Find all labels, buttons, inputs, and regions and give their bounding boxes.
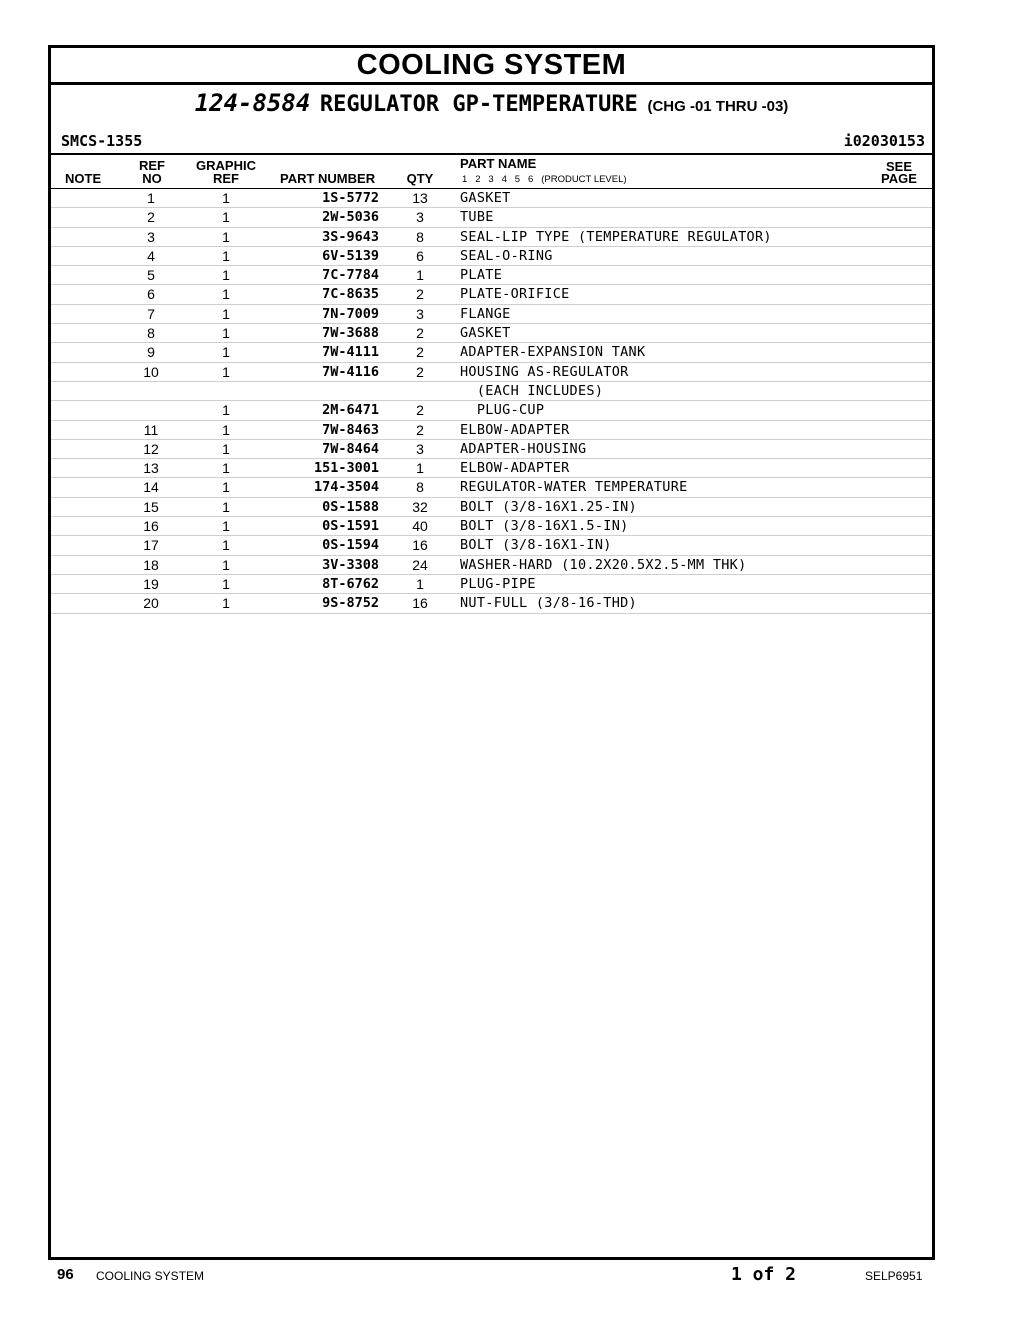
part-name: PLATE (460, 267, 503, 284)
graphic-ref: 1 (222, 286, 230, 303)
part-name: PLUG-PIPE (460, 575, 536, 592)
quantity: 3 (416, 440, 424, 457)
part-name: TUBE (460, 209, 494, 226)
part-number: 8T-6762 (322, 575, 379, 592)
ref-no: 14 (143, 479, 159, 496)
graphic-ref: 1 (222, 537, 230, 554)
part-number: 0S-1591 (322, 518, 379, 535)
table-row (51, 440, 932, 459)
ref-no: 7 (147, 305, 155, 322)
graphic-ref: 1 (222, 305, 230, 322)
col-ref-bottom: NO (142, 171, 162, 186)
illustration-id: i02030153 (843, 132, 925, 150)
table-row (51, 363, 932, 382)
part-number: 151-3001 (313, 460, 379, 477)
quantity: 1 (416, 575, 424, 592)
graphic-ref: 1 (222, 267, 230, 284)
page-footer (0, 1266, 1020, 1288)
graphic-ref: 1 (222, 209, 230, 226)
quantity: 13 (412, 190, 428, 206)
ref-no: 5 (147, 267, 155, 284)
ref-no: 11 (143, 421, 159, 438)
part-name: GASKET (460, 190, 511, 206)
table-row (51, 305, 932, 324)
ref-no: 8 (147, 325, 155, 342)
part-name: BOLT (3/8-16X1.25-IN) (460, 498, 637, 515)
quantity: 1 (416, 267, 424, 284)
part-number: 1S-5772 (322, 190, 379, 206)
graphic-ref: 1 (222, 325, 230, 342)
col-note: NOTE (65, 171, 102, 186)
group-title-line (51, 89, 932, 117)
quantity: 2 (416, 325, 424, 342)
graphic-ref: 1 (222, 575, 230, 592)
graphic-ref: 1 (222, 498, 230, 515)
part-number: 7C-8635 (322, 286, 379, 303)
ref-no: 19 (143, 575, 159, 592)
table-row (51, 266, 932, 285)
group-number: 124-8584 (194, 89, 311, 117)
group-change: (CHG -01 THRU -03) (647, 98, 789, 115)
ref-no: 20 (143, 595, 159, 612)
table-row (51, 343, 932, 362)
quantity: 24 (412, 556, 428, 573)
part-number: 7W-3688 (322, 325, 379, 342)
part-number: 3S-9643 (322, 228, 379, 245)
graphic-ref: 1 (222, 460, 230, 477)
part-name: SEAL-O-RING (460, 247, 553, 264)
section-title: COOLING SYSTEM (51, 48, 932, 85)
part-name: BOLT (3/8-16X1-IN) (460, 537, 612, 554)
ref-no: 2 (147, 209, 155, 226)
graphic-ref: 1 (222, 556, 230, 573)
quantity: 16 (412, 537, 428, 554)
part-name: BOLT (3/8-16X1.5-IN) (460, 518, 629, 535)
table-row (51, 189, 932, 208)
part-number: 7W-4116 (322, 363, 379, 380)
table-row (51, 382, 932, 401)
group-name: REGULATOR GP-TEMPERATURE (319, 92, 638, 117)
col-part-number: PART NUMBER (280, 171, 376, 186)
ref-no: 10 (143, 363, 159, 380)
part-number: 0S-1588 (322, 498, 379, 515)
part-number: 3V-3308 (322, 556, 379, 573)
smcs-code: SMCS-1355 (61, 132, 143, 150)
footer-doc-id: SELP6951 (865, 1269, 923, 1283)
part-number: 7W-4111 (322, 344, 379, 361)
table-row (51, 556, 932, 575)
column-headers (51, 155, 932, 189)
graphic-ref: 1 (222, 344, 230, 361)
group-header (51, 85, 932, 129)
table-row (51, 517, 932, 536)
graphic-ref: 1 (222, 363, 230, 380)
parts-list (51, 189, 932, 614)
ref-no: 4 (147, 247, 155, 264)
col-product-level: 1 2 3 4 5 6 (PRODUCT LEVEL) (462, 174, 627, 185)
ref-no: 9 (147, 344, 155, 361)
quantity: 6 (416, 247, 424, 264)
part-name: REGULATOR-WATER TEMPERATURE (460, 479, 688, 496)
part-name: FLANGE (460, 305, 511, 322)
quantity: 1 (416, 460, 424, 477)
table-row (51, 228, 932, 247)
footer-section: COOLING SYSTEM (96, 1269, 205, 1283)
table-row (51, 401, 932, 420)
graphic-ref: 1 (222, 518, 230, 535)
col-ref-top: REF (139, 158, 165, 173)
ref-no: 16 (143, 518, 159, 535)
col-graphic-top: GRAPHIC (196, 158, 256, 173)
ref-no: 1 (147, 190, 155, 206)
part-number: 0S-1594 (322, 537, 379, 554)
ref-no: 3 (147, 228, 155, 245)
part-name: PLATE-ORIFICE (460, 286, 570, 303)
graphic-ref: 1 (222, 421, 230, 438)
quantity: 2 (416, 402, 424, 419)
graphic-ref: 1 (222, 190, 230, 206)
part-name: GASKET (460, 325, 511, 342)
ref-no: 6 (147, 286, 155, 303)
part-name: (EACH INCLUDES) (460, 382, 604, 399)
ref-no: 12 (143, 440, 159, 457)
part-number: 2M-6471 (322, 402, 379, 419)
table-row (51, 285, 932, 304)
table-row (51, 459, 932, 478)
part-name: ADAPTER-HOUSING (460, 440, 587, 457)
table-row (51, 478, 932, 497)
quantity: 40 (412, 518, 428, 535)
part-number: 174-3504 (313, 479, 379, 496)
table-row (51, 498, 932, 517)
part-number: 7W-8464 (322, 440, 379, 457)
graphic-ref: 1 (222, 595, 230, 612)
part-name: HOUSING AS-REGULATOR (460, 363, 629, 380)
ref-no: 18 (143, 556, 159, 573)
graphic-ref: 1 (222, 402, 230, 419)
graphic-ref: 1 (222, 228, 230, 245)
table-row (51, 421, 932, 440)
part-number: 2W-5036 (322, 209, 379, 226)
part-number: 9S-8752 (322, 595, 379, 612)
col-qty: QTY (406, 171, 434, 186)
quantity: 2 (416, 363, 424, 380)
table-row (51, 324, 932, 343)
col-graphic-bottom: REF (213, 171, 239, 186)
ref-no: 15 (143, 498, 159, 515)
table-row (51, 247, 932, 266)
part-number: 6V-5139 (322, 247, 379, 264)
part-name: NUT-FULL (3/8-16-THD) (460, 595, 637, 612)
quantity: 8 (416, 228, 424, 245)
graphic-ref: 1 (222, 440, 230, 457)
footer-page-of: 1 of 2 (731, 1264, 797, 1285)
part-name: WASHER-HARD (10.2X20.5X2.5-MM THK) (460, 556, 747, 573)
quantity: 2 (416, 286, 424, 303)
col-part-name: PART NAME (460, 156, 537, 171)
graphic-ref: 1 (222, 247, 230, 264)
part-name: ADAPTER-EXPANSION TANK (460, 344, 646, 361)
table-row (51, 536, 932, 555)
part-name: PLUG-CUP (460, 402, 545, 419)
part-name: ELBOW-ADAPTER (460, 460, 570, 477)
quantity: 2 (416, 421, 424, 438)
ref-no: 17 (143, 537, 159, 554)
quantity: 16 (412, 595, 428, 612)
quantity: 3 (416, 305, 424, 322)
part-number: 7N-7009 (322, 305, 379, 322)
quantity: 8 (416, 479, 424, 496)
part-number: 7W-8463 (322, 421, 379, 438)
quantity: 3 (416, 209, 424, 226)
graphic-ref: 1 (222, 479, 230, 496)
parts-page-frame (48, 45, 935, 1260)
table-row (51, 575, 932, 594)
part-name: SEAL-LIP TYPE (TEMPERATURE REGULATOR) (460, 228, 772, 245)
ref-no: 13 (143, 460, 159, 477)
part-number: 7C-7784 (322, 267, 379, 284)
col-see-top: SEE (885, 159, 912, 174)
part-name: ELBOW-ADAPTER (460, 421, 570, 438)
table-row (51, 594, 932, 613)
quantity: 32 (412, 498, 428, 515)
col-see-bottom: PAGE (881, 171, 917, 186)
footer-page-number: 96 (57, 1266, 74, 1283)
table-row (51, 208, 932, 227)
quantity: 2 (416, 344, 424, 361)
smcs-line (51, 129, 932, 153)
